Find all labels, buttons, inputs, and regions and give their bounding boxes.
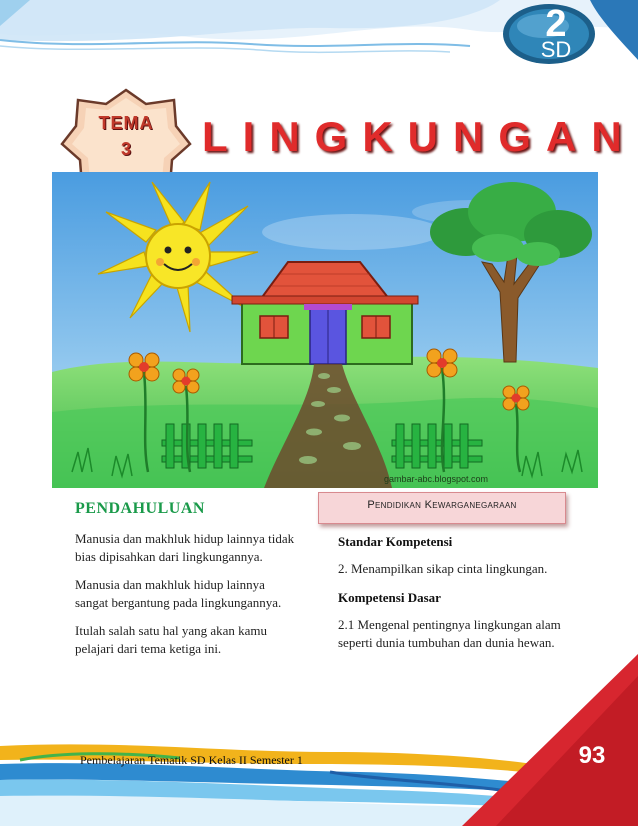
competency-heading: Standar Kompetensi	[338, 534, 453, 549]
intro-paragraph: Itulah salah satu hal yang akan kamu pelajari dari tema ketiga ini.	[75, 623, 268, 656]
theme-label: TEMA	[98, 113, 154, 133]
footer-decoration	[0, 640, 638, 826]
page-number: 93	[578, 742, 606, 769]
footer-caption: Pembelajaran Tematik SD Kelas II Semester 1	[80, 753, 303, 767]
house-landscape-illustration	[52, 172, 598, 488]
subject-banner	[318, 492, 566, 524]
grade-number: 2	[545, 3, 567, 45]
theme-number: 3	[120, 139, 131, 159]
subject-label: Pendidikan Kewarganegaraan	[367, 499, 517, 511]
basic-competency-heading: Kompetensi Dasar	[338, 590, 441, 605]
grade-level: SD	[540, 37, 572, 62]
intro-paragraph: Manusia dan makhluk hidup lainnya sangat bergantung pada lingkungannya.	[75, 577, 282, 610]
illustration-watermark: gambar-abc.blogspot.com	[384, 474, 489, 484]
intro-paragraph: Manusia dan makhluk hidup lainnya tidak bias dipisahkan dari lingkungannya.	[75, 531, 295, 564]
theme-title: LINGKUNGAN	[202, 113, 637, 160]
basic-competency-text: 2.1 Mengenal pentingnya lingkungan alam seperti dunia tumbuhan dan dunia hewan.	[338, 617, 561, 650]
competency-text: 2. Menampilkan sikap cinta lingkungan.	[338, 561, 548, 576]
intro-heading: PENDAHULUAN	[75, 500, 205, 517]
